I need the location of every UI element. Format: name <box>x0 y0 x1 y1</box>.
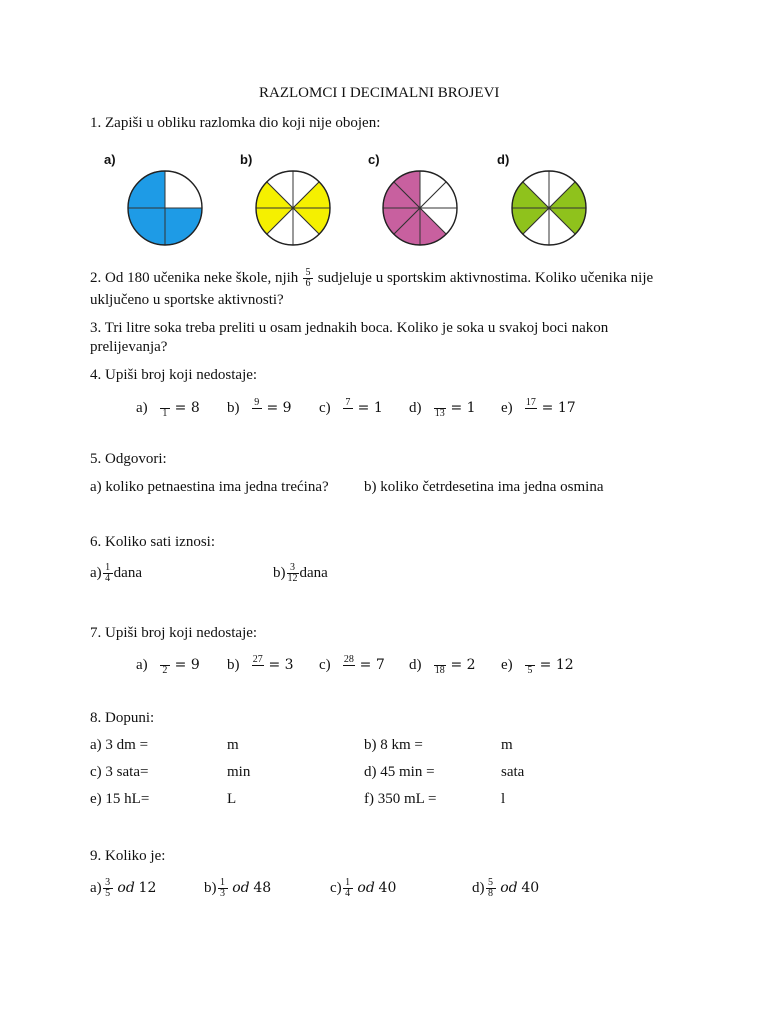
od-word: od <box>117 879 135 896</box>
equation-item <box>501 655 574 676</box>
conversion-runit: l <box>501 791 506 807</box>
question-5-a: a) koliko petnaestina ima jedna trećina? <box>90 479 329 495</box>
fraction-denominator <box>525 408 537 419</box>
fraction-denominator: 1 <box>160 408 170 419</box>
question-2-line-1 <box>90 268 653 289</box>
fraction <box>525 398 537 419</box>
question-3-line-2: prelijevanja? <box>90 339 168 355</box>
circle-a-label: a) <box>104 152 116 167</box>
item-unit: dana <box>113 564 142 581</box>
fraction-numerator <box>525 655 535 665</box>
fraction <box>343 655 355 676</box>
fraction <box>303 268 313 289</box>
equation-rest: = 7 <box>359 656 385 673</box>
item-label: c) <box>330 879 342 896</box>
question-8-text: 8. Dopuni: <box>90 710 155 726</box>
conversion-left: c) 3 sata= <box>90 764 149 780</box>
fraction <box>434 398 446 419</box>
fraction-numerator: 9 <box>254 397 260 408</box>
od-word: od <box>357 879 375 896</box>
question-3-line-1: 3. Tri litre soka treba preliti u osam jednakih boca. Koliko je soka u svakoj boci nakon <box>90 320 609 336</box>
fraction <box>160 398 170 419</box>
fraction-denominator: 5 <box>525 665 535 676</box>
equation-item <box>319 398 383 419</box>
fraction <box>252 655 264 676</box>
item-label: b) <box>227 399 240 416</box>
fraction-denominator: 4 <box>343 888 353 899</box>
equation-item <box>409 398 476 419</box>
item-unit: dana <box>299 564 328 581</box>
fraction <box>287 563 299 584</box>
equation-rest: = 3 <box>268 656 294 673</box>
question-2-post: sudjeluje u sportskim aktivnostima. Koliko učenika nije <box>317 269 654 286</box>
circle-c-label: c) <box>368 152 380 167</box>
conversion-left: a) 3 dm = <box>90 737 149 753</box>
page-title: RAZLOMCI I DECIMALNI BROJEVI <box>259 85 500 101</box>
item-label: a) <box>136 656 148 673</box>
conversion-right: b) 8 km = <box>364 737 423 753</box>
fraction <box>343 398 353 419</box>
item-label: d) <box>409 399 422 416</box>
fraction <box>525 655 535 676</box>
question-6-item <box>90 563 142 584</box>
fraction-numerator <box>160 655 170 665</box>
fraction <box>434 655 446 676</box>
conversion-runit: sata <box>501 764 525 780</box>
equation-item <box>501 398 576 419</box>
item-label: c) <box>319 399 331 416</box>
conversion-left: e) 15 hL= <box>90 791 150 807</box>
item-label: d) <box>472 879 485 896</box>
fraction-denominator: 12 <box>287 573 298 584</box>
fraction-numerator: 3 <box>105 877 111 888</box>
item-value: 40 <box>378 879 397 896</box>
fraction-numerator: 5 <box>488 877 493 888</box>
equation-rest: = 17 <box>541 399 576 416</box>
conversion-right: d) 45 min = <box>364 764 435 780</box>
conversion-runit: m <box>501 737 513 753</box>
equation-item <box>136 655 200 676</box>
od-word: od <box>232 879 250 896</box>
equation-rest: = 9 <box>266 399 292 416</box>
fraction-numerator: 27 <box>252 654 263 665</box>
question-6-text: 6. Koliko sati iznosi: <box>90 534 215 550</box>
question-5-text: 5. Odgovori: <box>90 451 167 467</box>
fraction-circle-c <box>380 168 460 248</box>
fraction-denominator: 8 <box>486 888 496 899</box>
question-9-item <box>90 878 156 899</box>
conversion-lunit: m <box>227 737 239 753</box>
question-9-item <box>472 878 539 899</box>
fraction-numerator: 3 <box>290 562 295 573</box>
item-label: b) <box>227 656 240 673</box>
conversion-lunit: min <box>227 764 251 780</box>
equation-item <box>227 398 292 419</box>
fraction-numerator <box>434 655 446 665</box>
fraction <box>160 655 170 676</box>
fraction-numerator <box>434 398 446 408</box>
fraction-denominator: 4 <box>103 573 113 584</box>
fraction-denominator: 6 <box>303 278 313 289</box>
question-9-item <box>330 878 396 899</box>
fraction-numerator: 1 <box>345 877 351 888</box>
fraction-circle-b <box>253 168 333 248</box>
fraction-denominator <box>252 665 264 676</box>
fraction-numerator: 1 <box>220 877 225 888</box>
question-4-text: 4. Upiši broj koji nedostaje: <box>90 367 258 383</box>
fraction-numerator: 1 <box>105 562 111 573</box>
fraction-denominator: 2 <box>160 665 170 676</box>
fraction-denominator <box>343 408 353 419</box>
question-2-line-2: uključeno u sportske aktivnosti? <box>90 292 284 308</box>
fraction-denominator <box>252 408 262 419</box>
fraction-numerator: 5 <box>305 267 311 278</box>
fraction-numerator: 28 <box>343 654 354 665</box>
fraction <box>103 563 113 584</box>
equation-rest: = 1 <box>450 399 476 416</box>
item-label: b) <box>204 879 217 896</box>
item-label: a) <box>90 564 102 581</box>
equation-rest: = 1 <box>357 399 383 416</box>
question-1-text: 1. Zapiši u obliku razlomka dio koji nije obojen: <box>90 115 381 131</box>
conversion-right: f) 350 mL = <box>364 791 437 807</box>
equation-item <box>409 655 476 676</box>
fraction <box>218 878 228 899</box>
question-5-b: b) koliko četrdesetina ima jedna osmina <box>364 479 604 495</box>
item-value: 40 <box>521 879 540 896</box>
question-2-pre: 2. Od 180 učenika neke škole, njih <box>90 269 299 286</box>
fraction-numerator <box>160 398 170 408</box>
equation-rest: = 8 <box>174 399 200 416</box>
equation-item <box>227 655 294 676</box>
question-6-item <box>273 563 328 584</box>
fraction-numerator: 7 <box>345 397 351 408</box>
fraction-denominator: 13 <box>434 408 445 419</box>
item-label: e) <box>501 656 513 673</box>
question-9-text: 9. Koliko je: <box>90 848 166 864</box>
fraction <box>252 398 262 419</box>
item-label: c) <box>319 656 331 673</box>
fraction <box>343 878 353 899</box>
item-value: 48 <box>253 879 272 896</box>
item-label: d) <box>409 656 422 673</box>
item-label: a) <box>90 879 102 896</box>
fraction <box>486 878 496 899</box>
item-label: b) <box>273 564 286 581</box>
conversion-lunit: L <box>227 791 237 807</box>
question-7-text: 7. Upiši broj koji nedostaje: <box>90 625 258 641</box>
question-9-item <box>204 878 271 899</box>
od-word: od <box>500 879 518 896</box>
fraction-numerator: 17 <box>525 397 536 408</box>
item-label: e) <box>501 399 513 416</box>
fraction-circle-a <box>125 168 205 248</box>
fraction-denominator: 3 <box>218 888 228 899</box>
equation-rest: = 2 <box>450 656 476 673</box>
equation-rest: = 9 <box>174 656 200 673</box>
equation-item <box>136 398 200 419</box>
fraction-circle-d <box>509 168 589 248</box>
fraction-denominator: 5 <box>103 888 113 899</box>
fraction-denominator: 18 <box>434 665 445 676</box>
fraction <box>103 878 113 899</box>
equation-rest: = 12 <box>539 656 574 673</box>
circle-d-label: d) <box>497 152 510 167</box>
circle-b-label: b) <box>240 152 253 167</box>
item-label: a) <box>136 399 148 416</box>
fraction-denominator <box>343 665 355 676</box>
equation-item <box>319 655 385 676</box>
item-value: 12 <box>138 879 157 896</box>
